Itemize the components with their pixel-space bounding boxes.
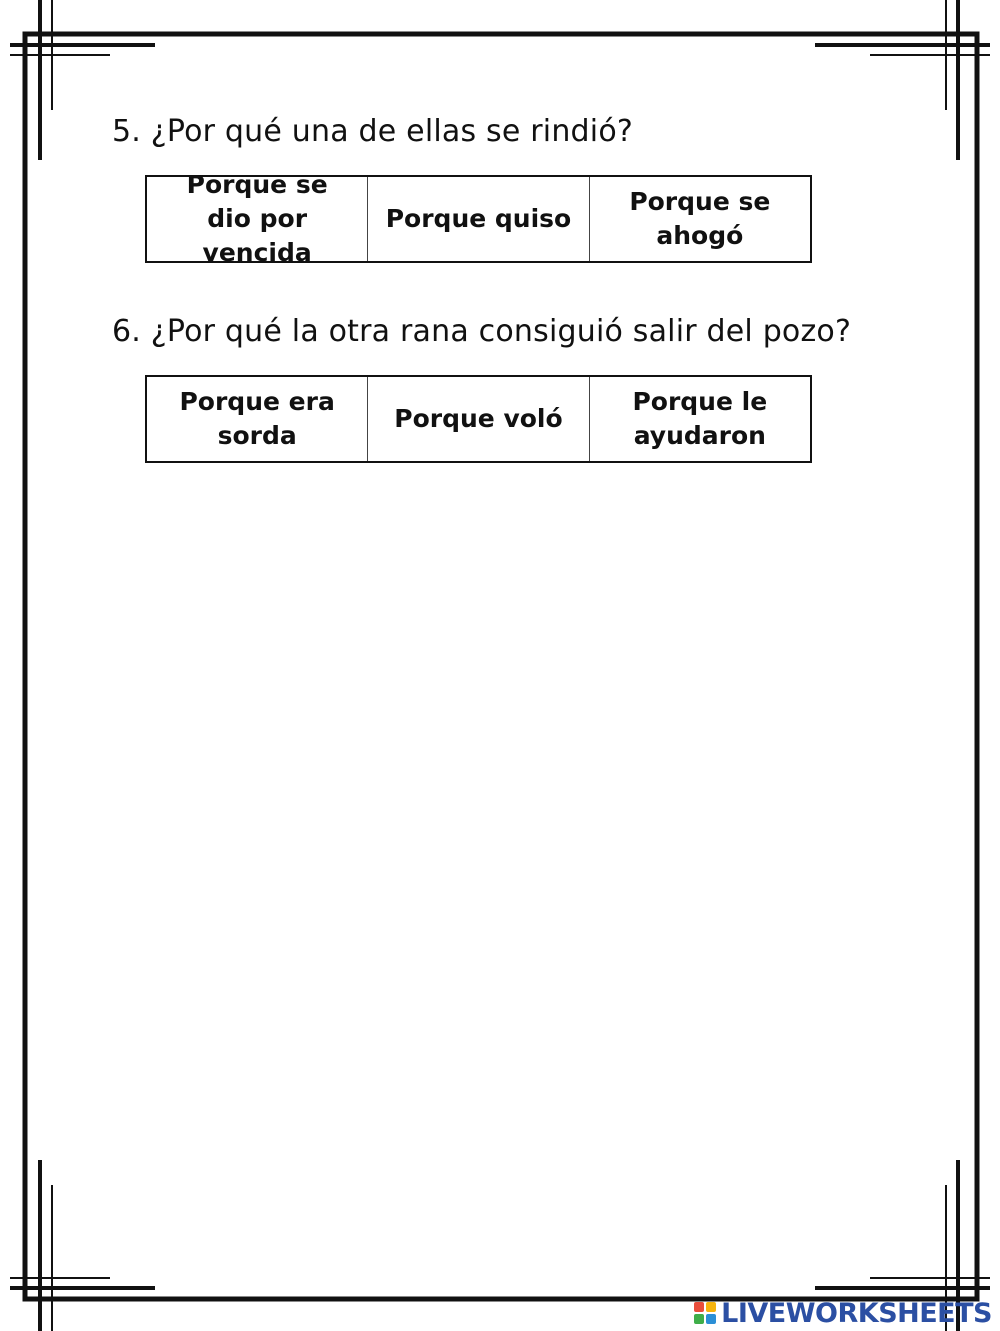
option-label: Porque quiso — [385, 204, 572, 233]
liveworksheets-watermark[interactable] — [693, 1298, 992, 1328]
question-6-option-3[interactable] — [589, 377, 810, 461]
question-5-option-3[interactable] — [589, 177, 810, 261]
question-6-text: 6. ¿Por qué la otra rana consiguió salir del pozo? — [112, 314, 852, 349]
question-6-option-1[interactable] — [147, 377, 367, 461]
option-label: Porque se ahogó — [629, 187, 771, 250]
option-label: Porque se dio por vencida — [186, 170, 328, 267]
watermark-text: LIVEWORKSHEETS — [721, 1297, 992, 1329]
option-label: Porque era sorda — [179, 387, 335, 450]
option-label: Porque voló — [394, 404, 563, 433]
question-5-text: 5. ¿Por qué una de ellas se rindió? — [112, 114, 633, 149]
question-5-answer-table — [145, 170, 812, 267]
question-6-option-2[interactable] — [367, 377, 588, 461]
question-5-option-2[interactable] — [367, 177, 588, 261]
question-6-answer-table — [145, 375, 812, 463]
liveworksheets-logo-icon — [693, 1301, 717, 1325]
question-5-option-1[interactable] — [147, 170, 367, 267]
option-label: Porque le ayudaron — [632, 387, 768, 450]
